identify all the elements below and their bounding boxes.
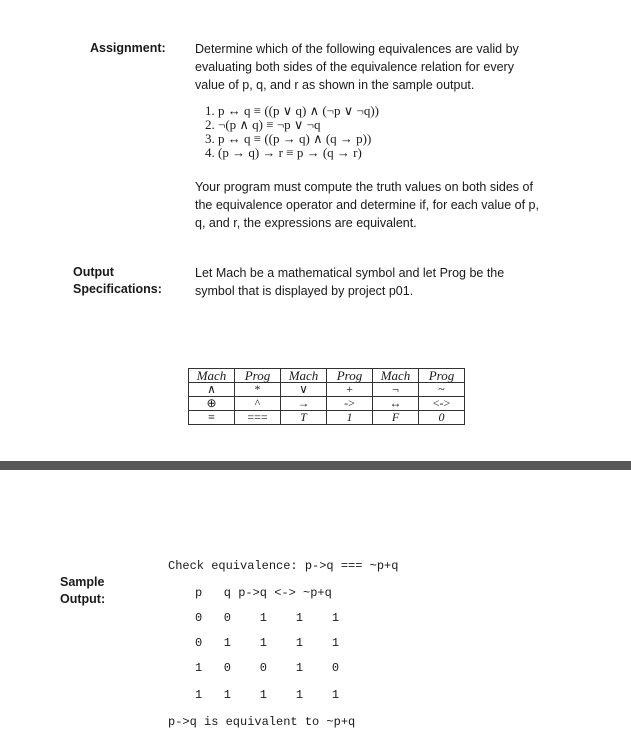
table-cell: === — [235, 411, 281, 425]
sample-label-line: Output: — [60, 592, 106, 606]
equivalence-item: 1. p ↔ q ≡ ((p ∨ q) ∧ (¬p ∨ ¬q)) — [205, 103, 380, 118]
table-row — [189, 411, 465, 425]
equivalence-item: 3. p ↔ q ≡ ((p → q) ∧ (q → p)) — [205, 131, 372, 146]
assignment-outro — [195, 178, 615, 232]
output-spec-label-line: Output — [73, 265, 114, 279]
table-cell: 1 — [327, 411, 373, 425]
table-cell: ∨ — [281, 383, 327, 397]
table-cell: * — [235, 383, 281, 397]
equivalence-item: 4. (p → q) → r ≡ p → (q → r) — [205, 145, 362, 160]
sample-label-line: Sample — [60, 575, 105, 589]
header-cell: Prog — [327, 369, 373, 383]
sample-columns: p q p->q <-> ~p+q — [195, 586, 332, 600]
output-spec-label — [73, 264, 162, 298]
outro-line: Your program must compute the truth values on both sides of — [195, 180, 533, 194]
equivalence-item: 2. ¬(p ∧ q) ≡ ¬p ∨ ¬q — [205, 117, 321, 132]
table-cell: → — [281, 397, 327, 411]
table-cell: + — [327, 383, 373, 397]
sample-output-label — [60, 574, 105, 608]
header-cell: Prog — [235, 369, 281, 383]
table-cell: ¬ — [373, 383, 419, 397]
section-divider — [0, 461, 631, 470]
table-cell: -> — [327, 397, 373, 411]
intro-line: value of p, q, and r as shown in the sample output. — [195, 78, 475, 92]
outro-line: the equivalence operator and determine if, for each value of p, — [195, 198, 539, 212]
table-header-row — [189, 369, 465, 383]
sample-row: 1 1 1 1 1 — [195, 688, 340, 702]
outro-line: q, and r, the expressions are equivalent. — [195, 216, 417, 230]
equivalence-list — [205, 104, 379, 160]
output-spec-line: symbol that is displayed by project p01. — [195, 284, 414, 298]
intro-line: evaluating both sides of the equivalence relation for every — [195, 60, 514, 74]
header-cell: Prog — [419, 369, 465, 383]
table-cell: F — [373, 411, 419, 425]
assignment-label: Assignment: — [90, 41, 166, 55]
sample-row: 1 0 0 1 0 — [195, 661, 340, 675]
symbol-table — [188, 368, 465, 425]
table-cell: T — [281, 411, 327, 425]
table-cell: 0 — [419, 411, 465, 425]
table-cell: ~ — [419, 383, 465, 397]
table-cell: ^ — [235, 397, 281, 411]
output-spec-label-line: Specifications: — [73, 282, 162, 296]
table-row — [189, 397, 465, 411]
header-cell: Mach — [189, 369, 235, 383]
sample-row: 0 0 1 1 1 — [195, 611, 340, 625]
sample-header: Check equivalence: p->q === ~p+q — [168, 559, 399, 573]
assignment-intro — [195, 40, 615, 94]
table-cell: ∧ — [189, 383, 235, 397]
sample-row: 0 1 1 1 1 — [195, 636, 340, 650]
table-cell: ↔ — [373, 397, 419, 411]
table-row — [189, 383, 465, 397]
sample-result: p->q is equivalent to ~p+q — [168, 715, 356, 729]
table-cell: ⊕ — [189, 397, 235, 411]
table-cell: ≡ — [189, 411, 235, 425]
intro-line: Determine which of the following equivalences are valid by — [195, 42, 519, 56]
output-spec-line: Let Mach be a mathematical symbol and let Prog be the — [195, 266, 505, 280]
header-cell: Mach — [281, 369, 327, 383]
header-cell: Mach — [373, 369, 419, 383]
output-spec-text — [195, 264, 615, 300]
table-cell: <-> — [419, 397, 465, 411]
